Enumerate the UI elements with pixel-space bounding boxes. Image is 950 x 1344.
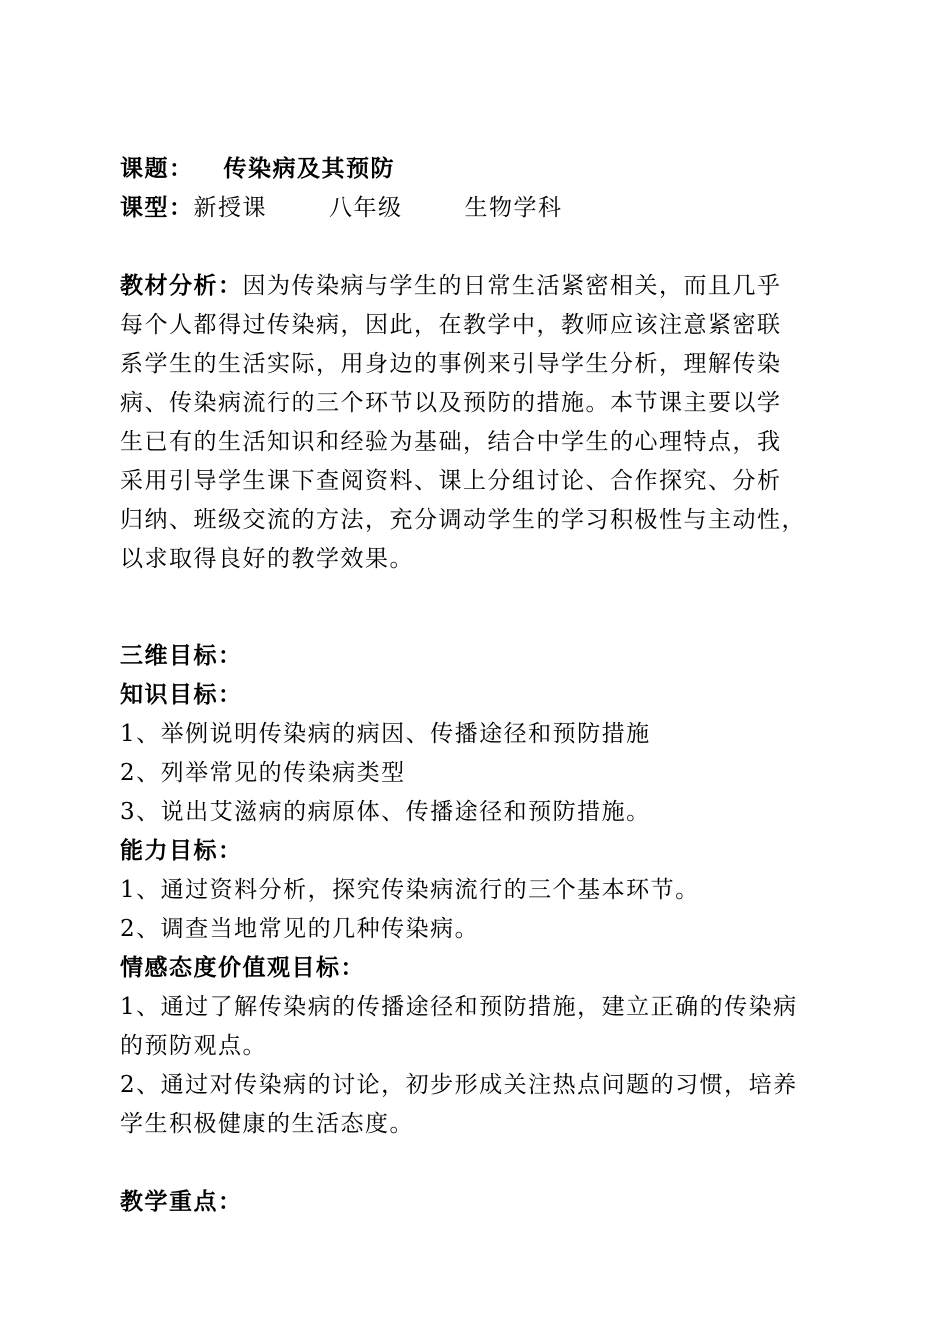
- objectives-section: [120, 637, 825, 1144]
- ability-item: 1、通过资料分析，探究传染病流行的三个基本环节。: [120, 877, 700, 903]
- knowledge-item: 1、举例说明传染病的病因、传播途径和预防措施: [120, 721, 651, 747]
- type-line: [120, 189, 825, 228]
- analysis-text-line: 采用引导学生课下查阅资料、课上分组讨论、合作探究、分析: [120, 468, 782, 494]
- objectives-heading: 三维目标：: [120, 643, 243, 669]
- analysis-text-line: 归纳、班级交流的方法，充分调动学生的学习积极性与主动性，: [120, 507, 806, 533]
- analysis-text-line: 以求取得良好的教学效果。: [120, 546, 414, 572]
- topic-label: 课题：: [120, 156, 194, 182]
- type-label: 课型：: [120, 195, 194, 221]
- topic-value: 传染病及其预防: [223, 156, 395, 182]
- key-points-heading: 教学重点：: [120, 1189, 243, 1215]
- emotion-line: 的预防观点。: [120, 1033, 267, 1059]
- grade-value: 八年级: [329, 195, 403, 221]
- analysis-text-line: 每个人都得过传染病，因此，在教学中，教师应该注意紧密联: [120, 312, 782, 338]
- knowledge-heading: 知识目标：: [120, 682, 243, 708]
- ability-item: 2、调查当地常见的几种传染病。: [120, 916, 480, 942]
- analysis-text-line: 因为传染病与学生的日常生活紧密相关，而且几乎: [242, 273, 782, 299]
- emotion-heading: 情感态度价值观目标：: [120, 955, 365, 981]
- analysis-text-line: 系学生的生活实际，用身边的事例来引导学生分析，理解传染: [120, 351, 782, 377]
- lesson-plan-page: [120, 150, 825, 1222]
- emotion-line: 学生积极健康的生活态度。: [120, 1111, 414, 1137]
- analysis-label: 教材分析：: [120, 273, 243, 299]
- ability-heading: 能力目标：: [120, 838, 243, 864]
- emotion-line: 1、通过了解传染病的传播途径和预防措施，建立正确的传染病: [120, 994, 798, 1020]
- analysis-text-line: 生已有的生活知识和经验为基础，结合中学生的心理特点，我: [120, 429, 782, 455]
- analysis-line-1: [120, 267, 825, 306]
- knowledge-item: 3、说出艾滋病的病原体、传播途径和预防措施。: [120, 799, 651, 825]
- analysis-section: [120, 267, 825, 579]
- type-value: 新授课: [193, 195, 267, 221]
- topic-line: [120, 150, 825, 189]
- knowledge-item: 2、列举常见的传染病类型: [120, 760, 406, 786]
- analysis-text-line: 病、传染病流行的三个环节以及预防的措施。本节课主要以学: [120, 390, 782, 416]
- emotion-line: 2、通过对传染病的讨论，初步形成关注热点问题的习惯，培养: [120, 1072, 798, 1098]
- subject-value: 生物学科: [464, 195, 563, 221]
